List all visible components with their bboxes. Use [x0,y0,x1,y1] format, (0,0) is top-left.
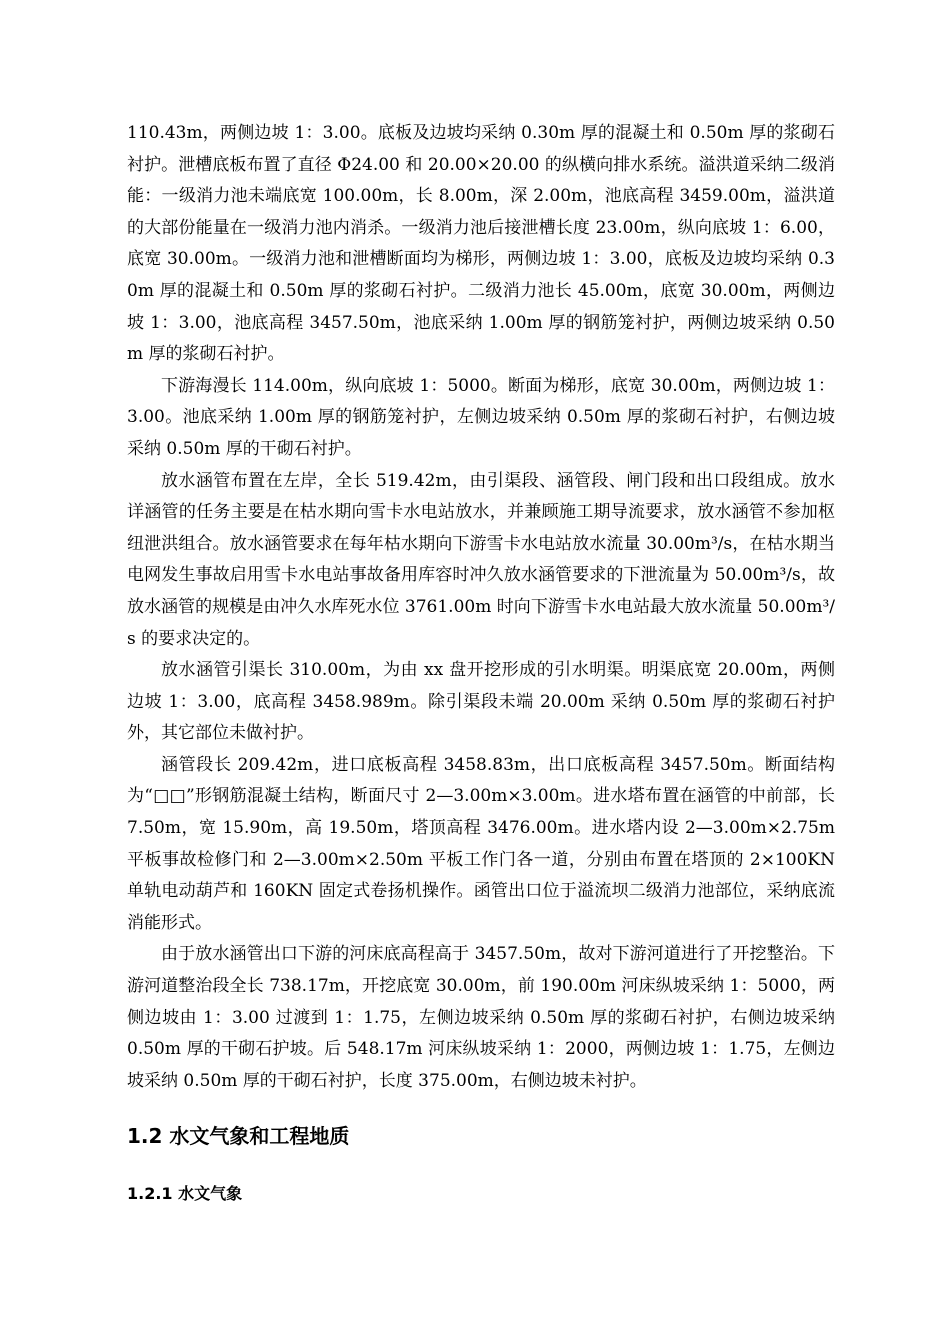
document-page [127,118,835,1207]
paragraph-downstream-apron: 下游海漫长 114.00m，纵向底坡 1：5000。断面为梯形，底宽 30.00m，两侧边坡 1：3.00。池底采纳 1.00m 厚的钢筋笼衬护，左侧边坡采纳 0.50m 厚的浆砌石衬护，右侧边坡采纳 0.50m 厚的干砌石衬护。 [127,375,835,459]
section-heading: 1.2 水文气象和工程地质 [127,1124,350,1149]
paragraph-river-regulation: 由于放水涵管出口下游的河床底高程高于 3457.50m，故对下游河道进行了开挖整治。下游河道整治段全长 738.17m，开挖底宽 30.00m，前 190.00m 河床纵坡采纳 1：5000，两侧边坡由 1：3.00 过渡到 1：1.75，左侧边坡采纳 0.50m 厚的浆砌石衬护，右侧边坡采纳 0.50m 厚的干砌石护坡。后 548.17m 河床纵坡采纳 1：2000，两侧边坡 1：1.75，左侧边坡采纳 0.50m 厚的干砌石衬护，长度 375.00m，右侧边坡未衬护。 [127,944,835,1091]
paragraph-approach-channel: 放水涵管引渠长 310.00m，为由 xx 盘开挖形成的引水明渠。明渠底宽 20.00m，两侧边坡 1：3.00，底高程 3458.989m。除引渠段未端 20.00m 采纳 0.50m 厚的浆砌石衬护外，其它部位未做衬护。 [127,660,835,744]
paragraph-spillway-energy-dissipation: 110.43m，两侧边坡 1：3.00。底板及边坡均采纳 0.30m 厚的混凝土和 0.50m 厚的浆砌石衬护。泄槽底板布置了直径 Φ24.00 和 20.00×20.00 的纵横向排水系统。溢洪道采纳二级消能：一级消力池未端底宽 100.00m，长 8.00m，深 2.00m，池底高程 3459.00m，溢洪道的大部份能量在一级消力池内消杀。一级消力池后接泄槽长度 23.00m，纵向底坡 1：6.00，底宽 30.00m。一级消力池和泄槽断面均为梯形，两侧边坡 1：3.00，底板及边坡均采纳 0.30m 厚的混凝土和 0.50m 厚的浆砌石衬护。二级消力池长 45.00m，底宽 30.00m，两侧边坡 1：3.00，池底高程 3457.50m，池底采纳 1.00m 厚的钢筋笼衬护，两侧边坡采纳 0.50m 厚的浆砌石衬护。 [127,123,835,365]
paragraph-culvert-section: 涵管段长 209.42m，进口底板高程 3458.83m，出口底板高程 3457.50m。断面结构为“□□”形钢筋混凝土结构，断面尺寸 2—3.00m×3.00m。进水塔布置在涵管的中前部，长 7.50m，宽 15.90m，高 19.50m，塔顶高程 3476.00m。进水塔内设 2—3.00m×2.75m 平板事故检修门和 2—3.00m×2.50m 平板工作门各一道，分别由布置在塔顶的 2×100KN 单轨电动葫芦和 160KN 固定式卷扬机操作。函管出口位于溢流坝二级消力池部位，采纳底流消能形式。 [127,754,835,933]
paragraph-outlet-culvert-overview: 放水涵管布置在左岸，全长 519.42m，由引渠段、涵管段、闸门段和出口段组成。放水详涵管的任务主要是在枯水期向雪卡水电站放水，并兼顾施工期导流要求，放水涵管不参加枢纽泄洪组合。放水涵管要求在每年枯水期向下游雪卡水电站放水流量 30.00m³/s，在枯水期当电网发生事故启用雪卡水电站事故备用库容时冲久放水涵管要求的下泄流量为 50.00m³/s，故放水涵管的规模是由冲久水库死水位 3761.00m 时向下游雪卡水电站最大放水流量 50.00m³/s 的要求决定的。 [127,470,835,649]
subsection-heading: 1.2.1 水文气象 [127,1184,243,1204]
